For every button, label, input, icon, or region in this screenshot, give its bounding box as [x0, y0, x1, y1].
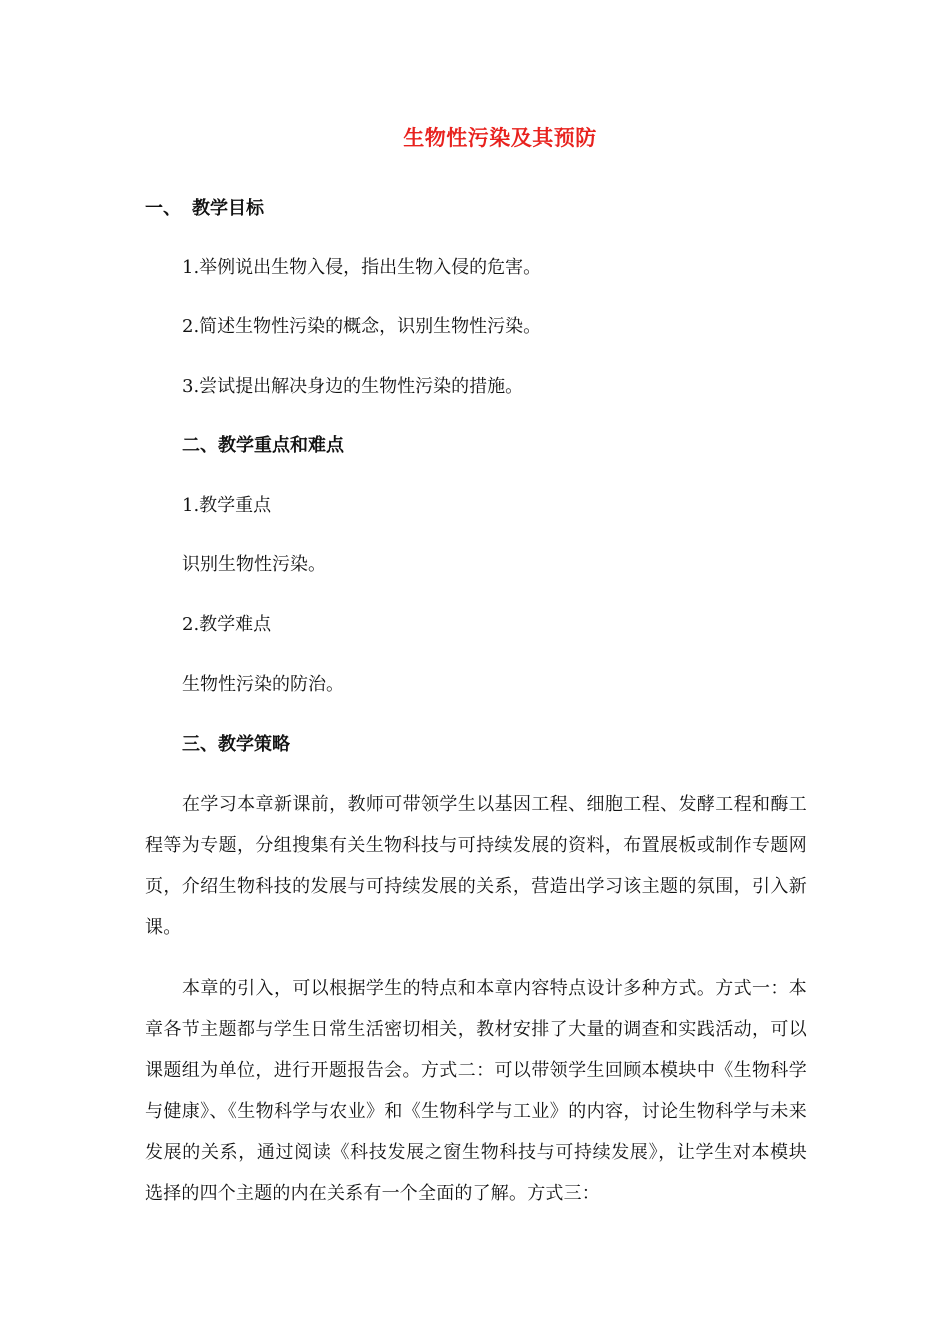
objective-item-2: 2.简述生物性污染的概念，识别生物性污染。: [182, 316, 542, 337]
key-point-label: 1.教学重点: [182, 495, 272, 516]
section1-number: 一、: [145, 198, 181, 219]
section1-heading: 教学目标: [192, 198, 264, 219]
key-point-text: 识别生物性污染。: [182, 554, 326, 575]
section3-heading: 三、教学策略: [182, 734, 290, 755]
objective-item-3: 3.尝试提出解决身边的生物性污染的措施。: [182, 376, 524, 397]
strategy-paragraph-1: 在学习本章新课前，教师可带领学生以基因工程、细胞工程、发酵工程和酶工程等为专题，分组搜集有关生物科技与可持续发展的资料，布置展板或制作专题网页，介绍生物科技的发展与可持续发展的关系，营造出学习该主题的氛围，引入新课。: [145, 794, 807, 938]
difficulty-text: 生物性污染的防治。: [182, 674, 344, 695]
difficulty-label: 2.教学难点: [182, 614, 272, 635]
section2-heading: 二、教学重点和难点: [182, 435, 344, 456]
document-title: 生物性污染及其预防: [403, 126, 597, 150]
objective-item-1: 1.举例说出生物入侵，指出生物入侵的危害。: [182, 257, 542, 278]
strategy-paragraph-2: 本章的引入，可以根据学生的特点和本章内容特点设计多种方式。方式一：本章各节主题都与学生日常生活密切相关，教材安排了大量的调查和实践活动，可以课题组为单位，进行开题报告会。方式二：可以带领学生回顾本模块中《生物科学与健康》、《生物科学与农业》和《生物科学与工业》的内容，讨论生物科学与未来发展的关系，通过阅读《科技发展之窗生物科技与可持续发展》，让学生对本模块选择的四个主题的内在关系有一个全面的了解。方式三：: [145, 978, 807, 1204]
